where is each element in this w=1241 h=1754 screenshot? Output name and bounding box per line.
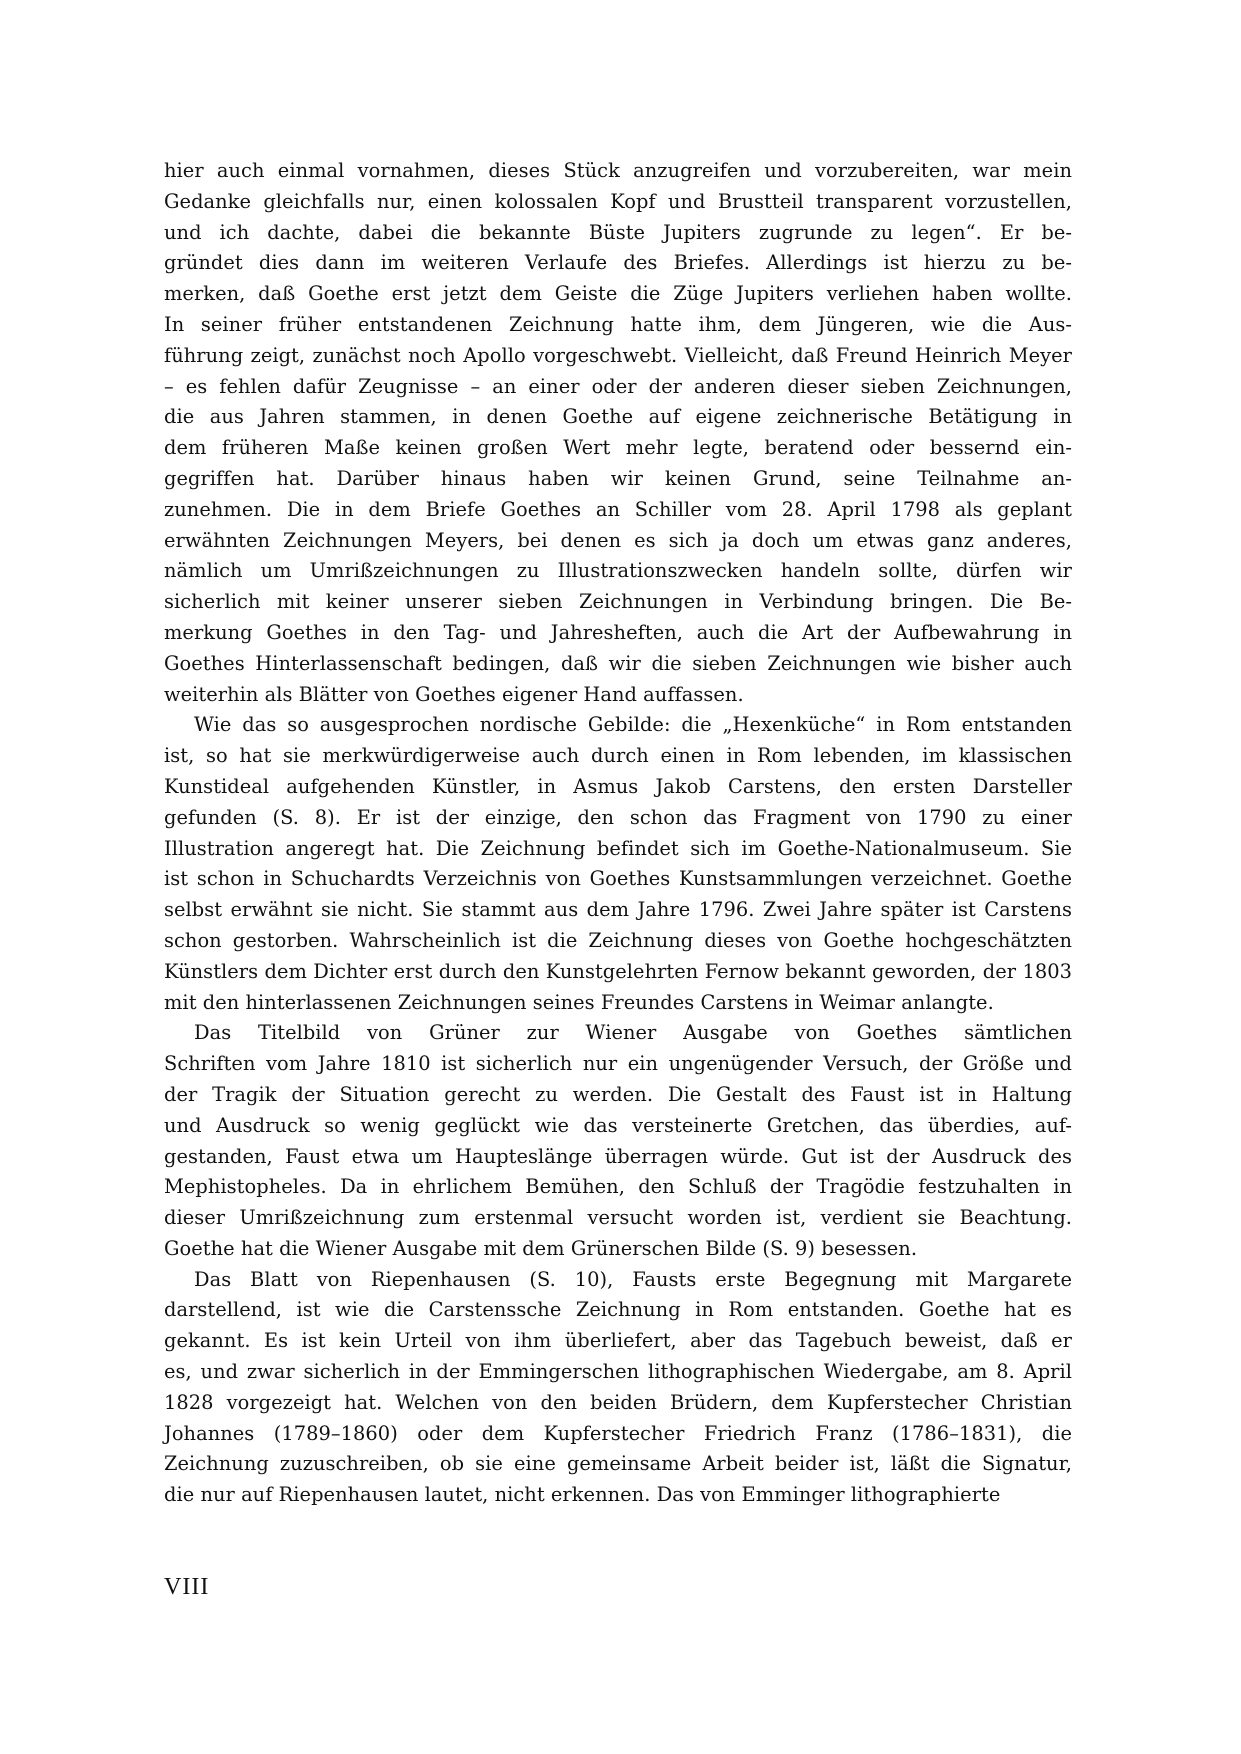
text-line: Zeichnung zuzuschreiben, ob sie eine gemeinsame Arbeit beider ist, läßt die Signatur,	[164, 1452, 1072, 1476]
text-line: Johannes (1789–1860) oder dem Kupferstecher Friedrich Franz (1786–1831), die	[164, 1421, 1072, 1445]
text-line: merkung Goethes in den Tag- und Jahresheften, auch die Art der Aufbewahrung in	[164, 620, 1072, 644]
text-line: ist schon in Schuchardts Verzeichnis von Goethes Kunstsammlungen verzeichnet. Goethe	[164, 867, 1072, 891]
text-line: Mephistopheles. Da in ehrlichem Bemühen, den Schluß der Tragödie festzuhalten in	[164, 1175, 1072, 1199]
text-line: und Ausdruck so wenig geglückt wie das versteinerte Gretchen, das überdies, auf-	[164, 1113, 1072, 1137]
text-line: darstellend, ist wie die Carstenssche Zeichnung in Rom entstanden. Goethe hat es	[164, 1298, 1072, 1322]
text-line: erwähnten Zeichnungen Meyers, bei denen es sich ja doch um etwas ganz anderes,	[164, 528, 1072, 552]
text-line: weiterhin als Blätter von Goethes eigener Hand auffassen.	[164, 682, 744, 706]
text-line: Gedanke gleichfalls nur, einen kolossalen Kopf und Brustteil transparent vorzustellen,	[164, 189, 1072, 213]
text-line: zunehmen. Die in dem Briefe Goethes an Schiller vom 28. April 1798 als geplant	[164, 497, 1072, 521]
text-line: 1828 vorgezeigt hat. Welchen von den beiden Brüdern, dem Kupferstecher Christian	[164, 1390, 1072, 1414]
text-line: gefunden (S. 8). Er ist der einzige, den schon das Fragment von 1790 zu einer	[164, 805, 1072, 829]
text-line: dieser Umrißzeichnung zum erstenmal versucht worden ist, verdient sie Beachtung.	[164, 1206, 1072, 1230]
text-line: es, und zwar sicherlich in der Emmingerschen lithographischen Wiedergabe, am 8. April	[164, 1360, 1072, 1384]
text-line: Kunstideal aufgehenden Künstler, in Asmus Jakob Carstens, den ersten Darsteller	[164, 774, 1072, 798]
text-line: die nur auf Riepenhausen lautet, nicht erkennen. Das von Emminger lithographierte	[164, 1483, 1001, 1507]
text-line: dem früheren Maße keinen großen Wert mehr legte, beratend oder bessernd ein-	[164, 436, 1072, 460]
text-line: Das Blatt von Riepenhausen (S. 10), Fausts erste Begegnung mit Margarete	[194, 1267, 1072, 1291]
text-line: – es fehlen dafür Zeugnisse – an einer oder der anderen dieser sieben Zeichnungen,	[164, 374, 1072, 398]
text-line: gekannt. Es ist kein Urteil von ihm überliefert, aber das Tagebuch beweist, daß er	[164, 1329, 1072, 1353]
page-number: VIII	[164, 1574, 210, 1600]
text-line: mit den hinterlassenen Zeichnungen seines Freundes Carstens in Weimar anlangte.	[164, 990, 994, 1014]
text-line: In seiner früher entstandenen Zeichnung hatte ihm, dem Jüngeren, wie die Aus-	[164, 312, 1072, 336]
text-line: nämlich um Umrißzeichnungen zu Illustrationszwecken handeln sollte, dürfen wir	[164, 559, 1072, 583]
text-line: gründet dies dann im weiteren Verlaufe des Briefes. Allerdings ist hierzu zu be-	[164, 251, 1072, 275]
text-line: Das Titelbild von Grüner zur Wiener Ausgabe von Goethes sämtlichen	[194, 1021, 1072, 1045]
text-line: selbst erwähnt sie nicht. Sie stammt aus dem Jahre 1796. Zwei Jahre später ist Carstens	[164, 898, 1072, 922]
body-text	[164, 156, 1072, 1511]
text-line: die aus Jahren stammen, in denen Goethe auf eigene zeichnerische Betätigung in	[164, 405, 1072, 429]
text-line: Illustration angeregt hat. Die Zeichnung befindet sich im Goethe-Nationalmuseum. Sie	[164, 836, 1072, 860]
text-line: Goethe hat die Wiener Ausgabe mit dem Grünerschen Bilde (S. 9) besessen.	[164, 1236, 918, 1260]
text-line: gestanden, Faust etwa um Haupteslänge überragen würde. Gut ist der Ausdruck des	[164, 1144, 1072, 1168]
text-line: hier auch einmal vornahmen, dieses Stück anzugreifen und vorzubereiten, war mein	[164, 159, 1072, 182]
text-line: ist, so hat sie merkwürdigerweise auch durch einen in Rom lebenden, im klassischen	[164, 744, 1072, 768]
text-line: Künstlers dem Dichter erst durch den Kunstgelehrten Fernow bekannt geworden, der 1803	[164, 959, 1072, 983]
text-line: Schriften vom Jahre 1810 ist sicherlich nur ein ungenügender Versuch, der Größe und	[164, 1052, 1072, 1076]
text-line: führung zeigt, zunächst noch Apollo vorgeschwebt. Vielleicht, daß Freund Heinrich Meyer	[164, 343, 1072, 367]
text-line: schon gestorben. Wahrscheinlich ist die Zeichnung dieses von Goethe hochgeschätzten	[164, 928, 1072, 952]
text-line: sicherlich mit keiner unserer sieben Zeichnungen in Verbindung bringen. Die Be-	[164, 590, 1072, 614]
text-line: Wie das so ausgesprochen nordische Gebilde: die „Hexenküche“ in Rom entstanden	[194, 713, 1072, 737]
text-line: Goethes Hinterlassenschaft bedingen, daß wir die sieben Zeichnungen wie bisher auch	[164, 651, 1072, 675]
text-line: der Tragik der Situation gerecht zu werden. Die Gestalt des Faust ist in Haltung	[164, 1082, 1072, 1106]
text-line: und ich dachte, dabei die bekannte Büste Jupiters zugrunde zu legen“. Er be-	[164, 220, 1072, 244]
text-line: gegriffen hat. Darüber hinaus haben wir keinen Grund, seine Teilnahme an-	[164, 466, 1072, 490]
text-line: merken, daß Goethe erst jetzt dem Geiste die Züge Jupiters verliehen haben wollte.	[164, 282, 1072, 306]
